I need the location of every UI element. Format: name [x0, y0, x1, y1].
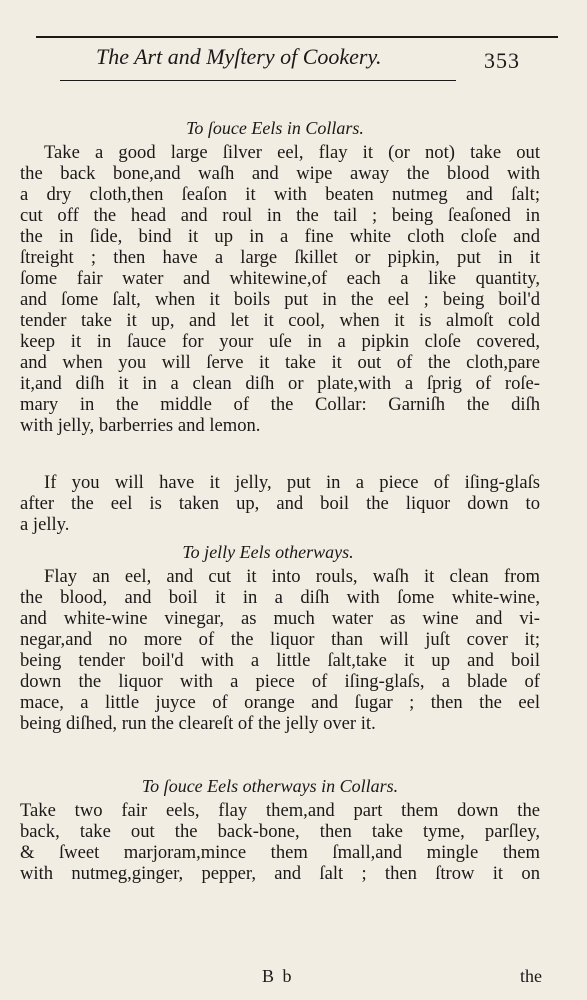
text-line: the blood, and boil it in a diſh with ſome white-wine,	[20, 587, 540, 608]
section-heading-souce-eels-in-collars: To ſouce Eels in Collars.	[186, 118, 364, 138]
text-line: a jelly.	[20, 514, 70, 535]
text-line: Take a good large ſilver eel, flay it (or not) take out	[44, 142, 540, 163]
paragraph-souce-eels-method	[20, 142, 540, 436]
text-line: the back bone,and waſh and wipe away the blood with	[20, 163, 540, 184]
running-title: The Art and Myſtery of Cookery.	[96, 44, 382, 69]
text-line: negar,and no more of the liquor than will juſt cover it;	[20, 629, 540, 650]
paragraph-jelly-variant	[20, 472, 540, 535]
paragraph-souce-eels-otherways-method	[20, 800, 540, 884]
text-line: after the eel is taken up, and boil the liquor down to	[20, 493, 540, 514]
text-line: and ſome ſalt, when it boils put in the eel ; being boil'd	[20, 289, 540, 310]
header-top-rule	[36, 36, 558, 38]
text-line: If you will have it jelly, put in a piece of iſing-glaſs	[44, 472, 540, 493]
text-line: cut off the head and roul in the tail ; being ſeaſoned in	[20, 205, 540, 226]
text-line: Take two fair eels, flay them,and part them down the	[20, 800, 540, 821]
text-line: and white-wine vinegar, as much water as wine and vi-	[20, 608, 540, 629]
text-line: with jelly, barberries and lemon.	[20, 415, 261, 436]
text-line: mary in the middle of the Collar: Garniſh the diſh	[20, 394, 540, 415]
section-heading-jelly-eels-otherways: To jelly Eels otherways.	[182, 542, 354, 562]
text-line: keep it in ſauce for your uſe in a pipkin cloſe covered,	[20, 331, 540, 352]
page-number: 353	[484, 48, 520, 73]
text-line: ſome fair water and whitewine,of each a like quantity,	[20, 268, 540, 289]
text-line: with nutmeg,ginger, pepper, and ſalt ; then ſtrow it on	[20, 863, 540, 884]
text-line: tender take it up, and let it cool, when it is almoſt cold	[20, 310, 540, 331]
text-line: the in ſide, bind it up in a fine white cloth cloſe and	[20, 226, 540, 247]
text-line: mace, a little juyce of orange and ſugar ; then the eel	[20, 692, 540, 713]
text-line: being diſhed, run the cleareſt of the jelly over it.	[20, 713, 376, 734]
signature-mark: B b	[262, 966, 294, 986]
catchword: the	[520, 966, 542, 986]
text-line: being tender boil'd with a little ſalt,take it up and boil	[20, 650, 540, 671]
text-line: it,and diſh it in a clean diſh or plate,with a ſprig of roſe-	[20, 373, 540, 394]
text-line: back, take out the back-bone, then take tyme, parſley,	[20, 821, 540, 842]
header-bottom-rule	[60, 80, 456, 81]
section-heading-souce-eels-otherways-in-collars: To ſouce Eels otherways in Collars.	[141, 776, 399, 796]
text-line: Flay an eel, and cut it into rouls, waſh it clean from	[44, 566, 540, 587]
text-line: down the liquor with a piece of iſing-glaſs, a blade of	[20, 671, 540, 692]
text-line: & ſweet marjoram,mince them ſmall,and mingle them	[20, 842, 540, 863]
text-line: and when you will ſerve it take it out of the cloth,pare	[20, 352, 540, 373]
paragraph-jelly-eels-method	[20, 566, 540, 734]
text-line: ſtreight ; then have a large ſkillet or pipkin, put in it	[20, 247, 540, 268]
text-line: a dry cloth,then ſeaſon it with beaten nutmeg and ſalt;	[20, 184, 540, 205]
